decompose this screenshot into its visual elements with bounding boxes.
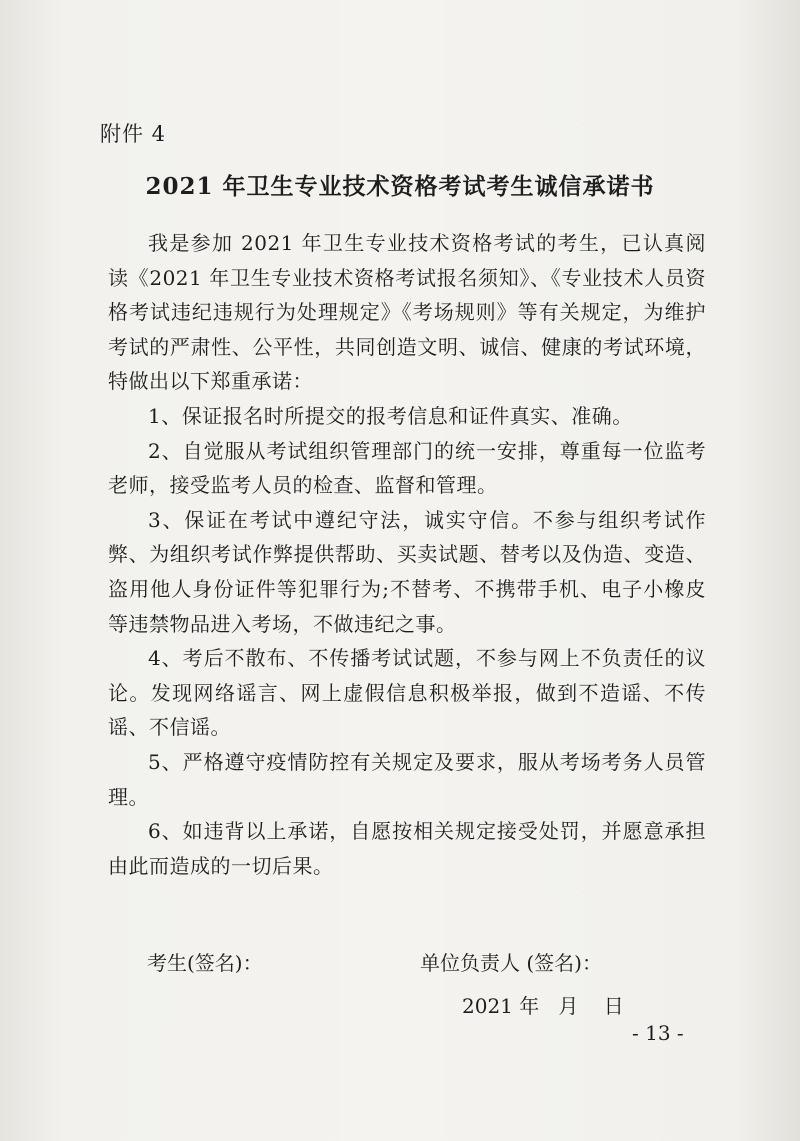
pledge-item-4: 4、考后不散布、不传播考试试题，不参与网上不负责任的议论。发现网络谣言、网上虚假信息积极举报，做到不造谣、不传谣、不信谣。: [108, 646, 706, 740]
date-line: 2021 年 月 日: [462, 994, 624, 1018]
unit-head-signature-label: 单位负责人 (签名)：: [420, 951, 602, 975]
attachment-label: 附件 4: [100, 122, 167, 146]
intro-paragraph: 我是参加 2021 年卫生专业技术资格考试的考生，已认真阅读《2021 年卫生专业技术资格考试报名须知》、《专业技术人员资格考试违纪违规行为处理规定》《考场规则》等有关规定，为维护考试的严肃性、公平性，共同创造文明、诚信、健康的考试环境，特做出以下郑重承诺：: [108, 231, 706, 394]
pledge-item-2: 2、自觉服从考试组织管理部门的统一安排，尊重每一位监考老师，接受监考人员的检查、监督和管理。: [108, 438, 706, 498]
pledge-body: [108, 226, 706, 883]
candidate-signature-label: 考生(签名)：: [147, 951, 263, 975]
pledge-item-5: 5、严格遵守疫情防控有关规定及要求，服从考场考务人员管理。: [108, 749, 706, 809]
pledge-item-6: 6、如违背以上承诺，自愿按相关规定接受处罚，并愿意承担由此而造成的一切后果。: [108, 819, 706, 878]
pledge-item-1: 1、保证报名时所提交的报考信息和证件真实、准确。: [148, 403, 633, 428]
page-number: - 13 -: [632, 1021, 684, 1045]
pledge-item-3: 3、保证在考试中遵纪守法，诚实守信。不参与组织考试作弊、为组织考试作弊提供帮助、买卖试题、替考以及伪造、变造、盗用他人身份证件等犯罪行为;不替考、不携带手机、电子小橡皮等违禁物品进入考场，不做违纪之事。: [108, 507, 706, 636]
document-title: 2021 年卫生专业技术资格考试考生诚信承诺书: [145, 173, 655, 200]
